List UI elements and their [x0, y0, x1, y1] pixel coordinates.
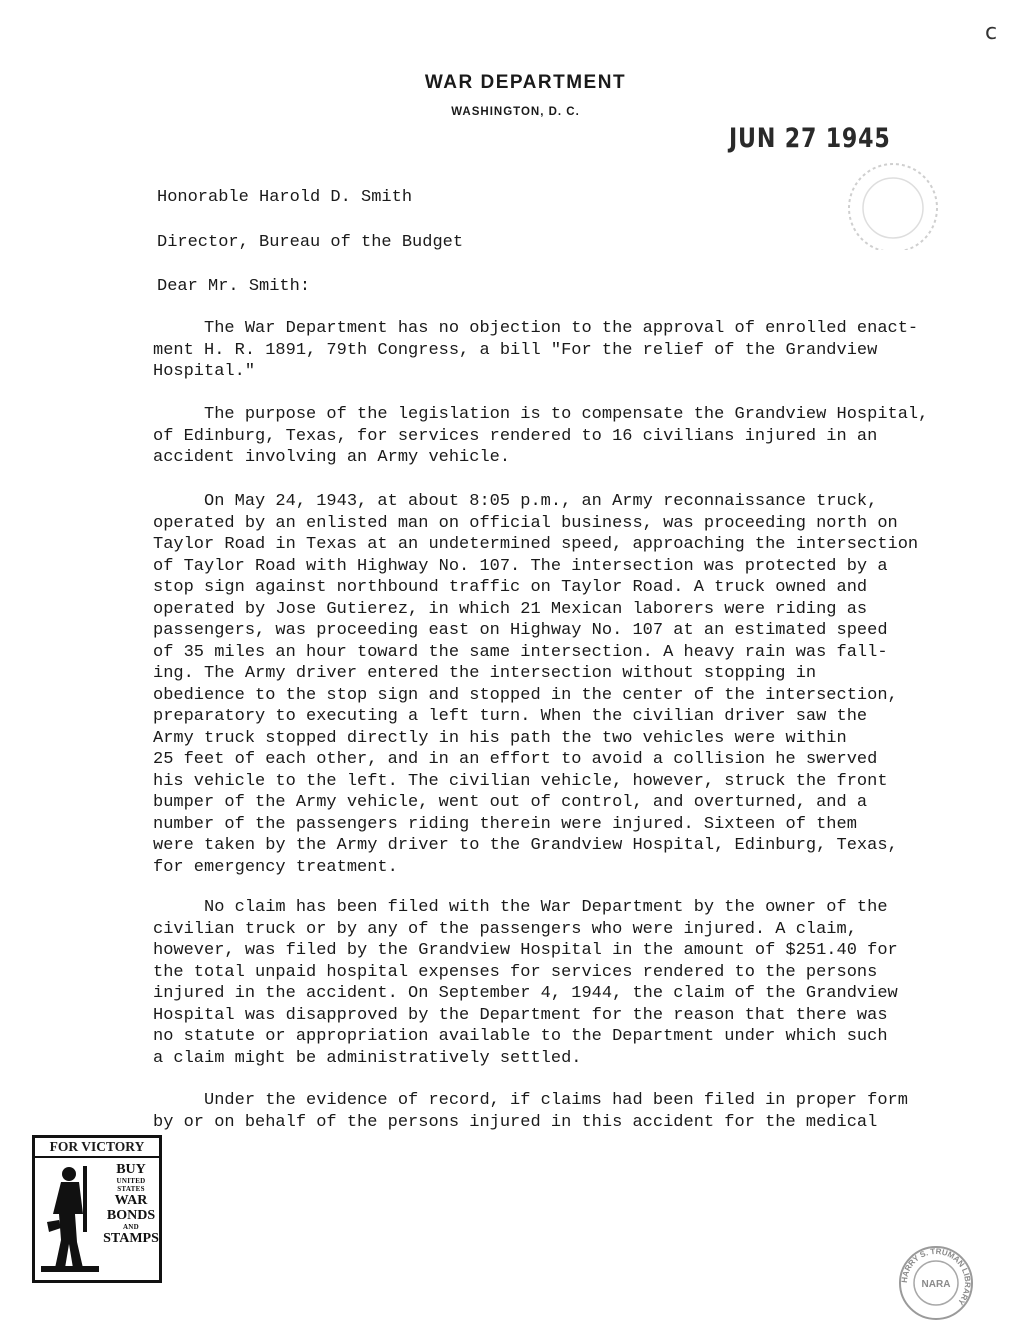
body-line: of 35 miles an hour toward the same intersection. A heavy rain was fall-	[153, 642, 888, 662]
body-line: stop sign against northbound traffic on Taylor Road. A truck owned and	[153, 578, 868, 597]
bond-ad-text	[103, 1162, 159, 1246]
body-line: The purpose of the legislation is to compensate the Grandview Hospital,	[153, 405, 929, 424]
faint-received-stamp	[838, 158, 948, 250]
body-line: for emergency treatment.	[153, 857, 398, 877]
body-line: injured in the accident. On September 4, 1944, the claim of the Grandview	[153, 984, 898, 1003]
body-line: no statute or appropriation available to the Department under which such	[153, 1027, 888, 1046]
truman-library-seal	[897, 1244, 975, 1322]
body-line: were taken by the Army driver to the Grandview Hospital, Edinburg, Texas,	[153, 836, 898, 855]
letterhead-department: WAR DEPARTMENT	[424, 72, 627, 93]
body-line: 25 feet of each other, and in an effort to avoid a collision he swerved	[153, 750, 878, 769]
seal-center-text: NARA	[921, 1279, 951, 1290]
recipient-title: Director, Bureau of the Budget	[157, 233, 464, 252]
body-line: the total unpaid hospital expenses for services rendered to the persons	[153, 962, 878, 982]
bond-ad-line: BONDS	[106, 1208, 156, 1223]
seal-ring-text: HARRY S. TRUMAN LIBRARY	[899, 1246, 973, 1307]
bond-ad-line: WAR	[114, 1193, 148, 1208]
body-line: On May 24, 1943, at about 8:05 p.m., an Army reconnaissance truck,	[153, 492, 878, 511]
body-line: Under the evidence of record, if claims had been filed in proper form	[153, 1091, 908, 1110]
body-line: ing. The Army driver entered the intersection without stopping in	[153, 664, 817, 683]
received-date-stamp: JUN 27 1945	[729, 123, 891, 154]
body-line: a claim might be administratively settled.	[153, 1048, 582, 1068]
body-line: of Edinburg, Texas, for services rendered to 16 civilians injured in an	[153, 426, 878, 446]
body-line: Taylor Road in Texas at an undetermined speed, approaching the intersection	[153, 535, 919, 554]
body-line: operated by Jose Gutierez, in which 21 Mexican laborers were riding as	[153, 599, 868, 619]
letterhead-location: WASHINGTON, D. C.	[451, 106, 580, 118]
body-line: obedience to the stop sign and stopped in the center of the intersection,	[153, 685, 898, 705]
body-line: civilian truck or by any of the passengers who were injured. A claim,	[153, 919, 857, 939]
corner-pencil-mark: c	[985, 20, 998, 45]
war-bonds-advertisement	[32, 1135, 162, 1283]
bond-ad-line: BUY	[116, 1162, 146, 1177]
bond-ad-line: AND	[122, 1223, 140, 1231]
bond-ad-line: UNITED	[116, 1177, 146, 1185]
body-line: his vehicle to the left. The civilian vehicle, however, struck the front	[153, 771, 888, 791]
body-line: by or on behalf of the persons injured in this accident for the medical	[153, 1112, 878, 1132]
salutation: Dear Mr. Smith:	[157, 277, 311, 296]
body-line: The War Department has no objection to the approval of enrolled enact-	[153, 319, 919, 338]
body-line: operated by an enlisted man on official business, was proceeding north on	[153, 513, 898, 533]
bond-ad-title: FOR VICTORY	[35, 1139, 159, 1158]
body-line: No claim has been filed with the War Department by the owner of the	[153, 898, 888, 917]
body-line: Army truck stopped directly in his path the two vehicles were within	[153, 728, 847, 748]
body-line: of Taylor Road with Highway No. 107. The intersection was protected by a	[153, 556, 888, 576]
body-line: Hospital was disapproved by the Department for the reason that there was	[153, 1005, 888, 1025]
minuteman-soldier-icon	[39, 1162, 103, 1274]
bond-ad-line: STAMPS	[103, 1231, 159, 1246]
body-line: passengers, was proceeding east on Highway No. 107 at an estimated speed	[153, 621, 888, 640]
recipient-name: Honorable Harold D. Smith	[157, 188, 413, 207]
body-line: ment H. R. 1891, 79th Congress, a bill "For the relief of the Grandview	[153, 340, 878, 360]
body-line: number of the passengers riding therein were injured. Sixteen of them	[153, 814, 857, 834]
body-line: however, was filed by the Grandview Hospital in the amount of $251.40 for	[153, 941, 898, 960]
body-line: bumper of the Army vehicle, went out of control, and overturned, and a	[153, 793, 868, 812]
body-line: preparatory to executing a left turn. When the civilian driver saw the	[153, 707, 868, 726]
body-line: Hospital."	[153, 362, 256, 381]
svg-text:HARRY S. TRUMAN LIBRARY	[900, 1247, 972, 1307]
bond-ad-line: STATES	[117, 1185, 145, 1193]
body-line: accident involving an Army vehicle.	[153, 448, 511, 467]
